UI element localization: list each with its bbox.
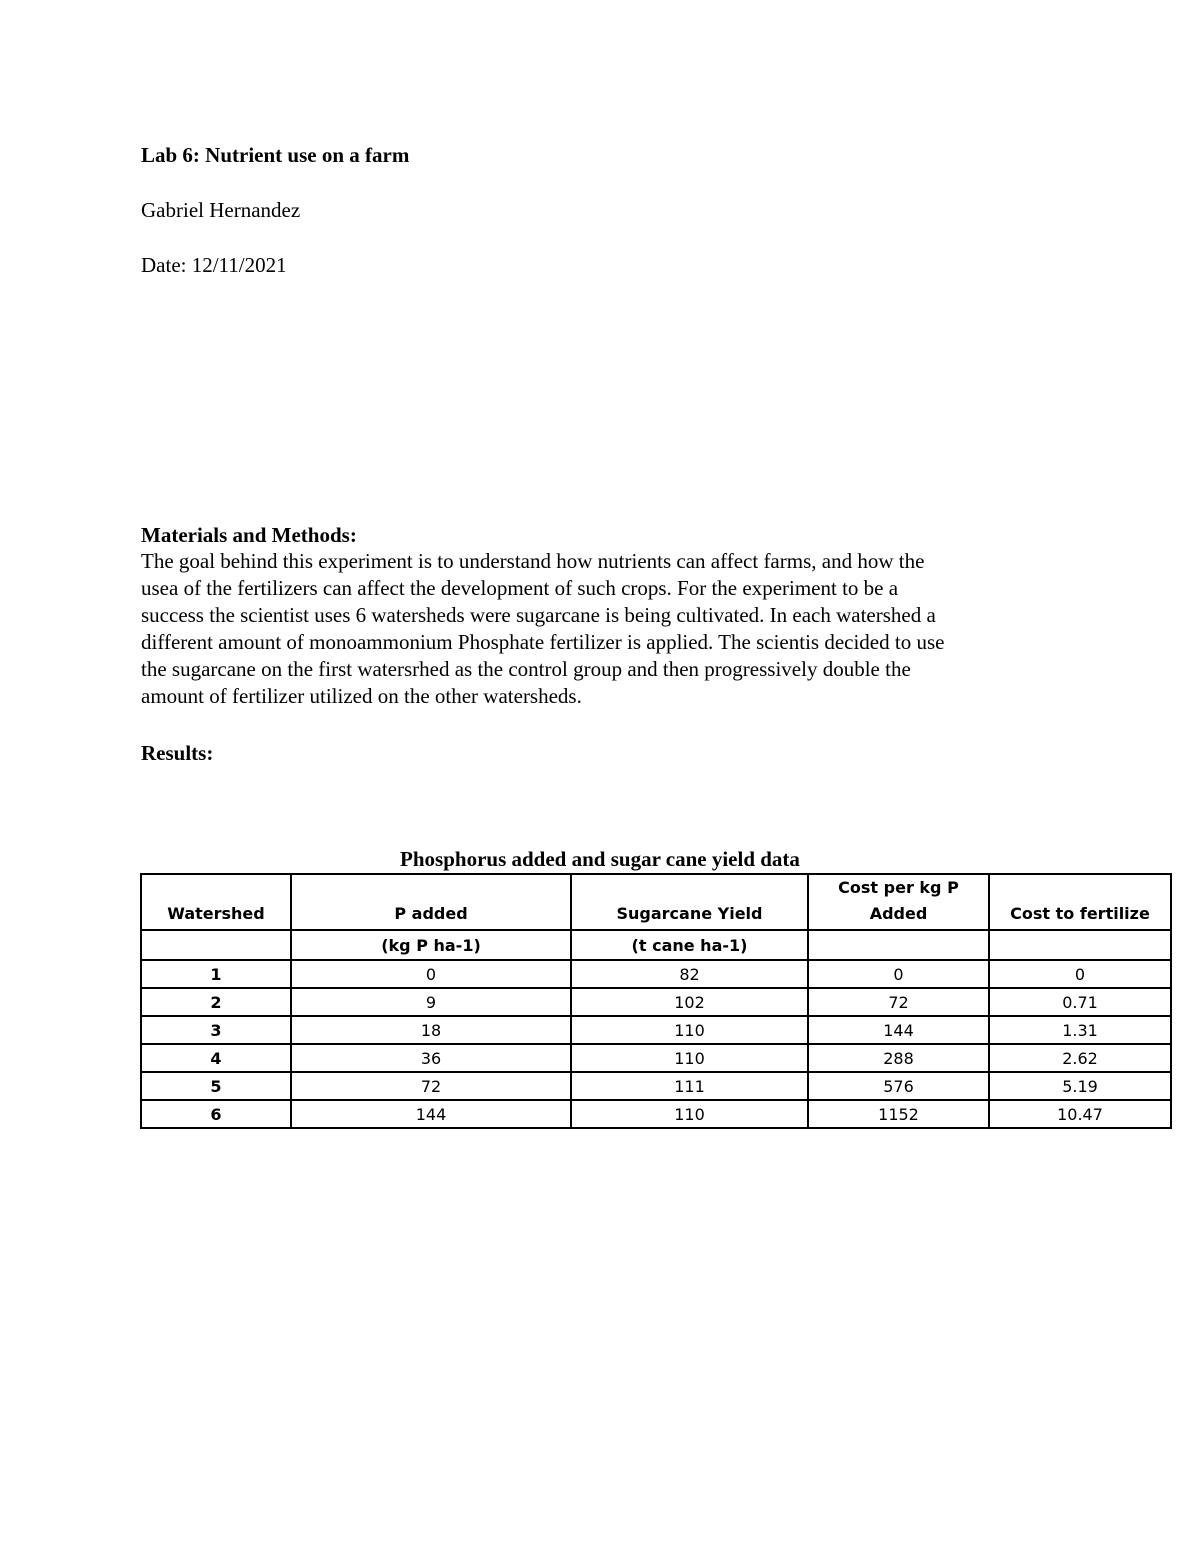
methods-line: The goal behind this experiment is to understand how nutrients can affect farms, and how the — [141, 549, 925, 573]
table-row — [141, 1072, 1171, 1100]
cell-p-added: 72 — [291, 1072, 571, 1100]
methods-line: amount of fertilizer utilized on the other watersheds. — [141, 684, 582, 708]
document-date: Date: 12/11/2021 — [141, 253, 287, 277]
results-heading: Results: — [141, 741, 214, 765]
cell-cost-per-kg: 576 — [808, 1072, 989, 1100]
cell-watershed: 1 — [141, 960, 291, 988]
cell-cost-to-fertilize: 2.62 — [989, 1044, 1171, 1072]
cell-cost-per-kg: 0 — [808, 960, 989, 988]
units-watershed — [141, 930, 291, 960]
document-title: Lab 6: Nutrient use on a farm — [141, 143, 410, 167]
cell-cost-to-fertilize: 1.31 — [989, 1016, 1171, 1044]
table-header-row — [141, 874, 1171, 930]
header-watershed: Watershed — [141, 874, 291, 930]
units-sugarcane-yield: (t cane ha-1) — [571, 930, 808, 960]
cell-yield: 111 — [571, 1072, 808, 1100]
cell-cost-per-kg: 144 — [808, 1016, 989, 1044]
header-p-added: P added — [291, 874, 571, 930]
cell-watershed: 5 — [141, 1072, 291, 1100]
header-cost-per-kg-line1: Cost per kg P — [838, 878, 959, 897]
table-row — [141, 1100, 1171, 1128]
methods-line: success the scientist uses 6 watersheds were sugarcane is being cultivated. In each watershed a — [141, 603, 936, 627]
cell-cost-to-fertilize: 0 — [989, 960, 1171, 988]
header-cost-per-kg — [808, 874, 989, 930]
cell-p-added: 9 — [291, 988, 571, 1016]
cell-p-added: 0 — [291, 960, 571, 988]
table-row — [141, 1044, 1171, 1072]
cell-yield: 82 — [571, 960, 808, 988]
cell-watershed: 4 — [141, 1044, 291, 1072]
table-caption: Phosphorus added and sugar cane yield data — [400, 847, 800, 871]
units-p-added: (kg P ha-1) — [291, 930, 571, 960]
cell-watershed: 3 — [141, 1016, 291, 1044]
cell-watershed: 6 — [141, 1100, 291, 1128]
cell-yield: 110 — [571, 1100, 808, 1128]
table-row — [141, 960, 1171, 988]
phosphorus-yield-table — [140, 873, 1172, 1129]
cell-yield: 110 — [571, 1044, 808, 1072]
cell-cost-per-kg: 72 — [808, 988, 989, 1016]
results-section — [141, 741, 213, 766]
cell-p-added: 18 — [291, 1016, 571, 1044]
cell-cost-to-fertilize: 5.19 — [989, 1072, 1171, 1100]
materials-and-methods-section — [141, 523, 1071, 710]
cell-p-added: 36 — [291, 1044, 571, 1072]
cell-watershed: 2 — [141, 988, 291, 1016]
table-units-row — [141, 930, 1171, 960]
cell-yield: 110 — [571, 1016, 808, 1044]
methods-heading: Materials and Methods: — [141, 523, 357, 547]
table-row — [141, 988, 1171, 1016]
cell-p-added: 144 — [291, 1100, 571, 1128]
units-cost-per-kg — [808, 930, 989, 960]
header-cost-to-fertilize: Cost to fertilize — [989, 874, 1171, 930]
methods-line: different amount of monoammonium Phosphate fertilizer is applied. The scientis decided to use — [141, 630, 945, 654]
cell-cost-per-kg: 1152 — [808, 1100, 989, 1128]
header-sugarcane-yield: Sugarcane Yield — [571, 874, 808, 930]
cell-cost-per-kg: 288 — [808, 1044, 989, 1072]
methods-line: the sugarcane on the first watersrhed as the control group and then progressively double the — [141, 657, 911, 681]
cell-yield: 102 — [571, 988, 808, 1016]
table-row — [141, 1016, 1171, 1044]
cell-cost-to-fertilize: 10.47 — [989, 1100, 1171, 1128]
cell-cost-to-fertilize: 0.71 — [989, 988, 1171, 1016]
units-cost-to-fertilize — [989, 930, 1171, 960]
methods-line: usea of the fertilizers can affect the development of such crops. For the experiment to be a — [141, 576, 899, 600]
author-name: Gabriel Hernandez — [141, 198, 301, 222]
header-cost-per-kg-line2: Added — [869, 904, 928, 923]
